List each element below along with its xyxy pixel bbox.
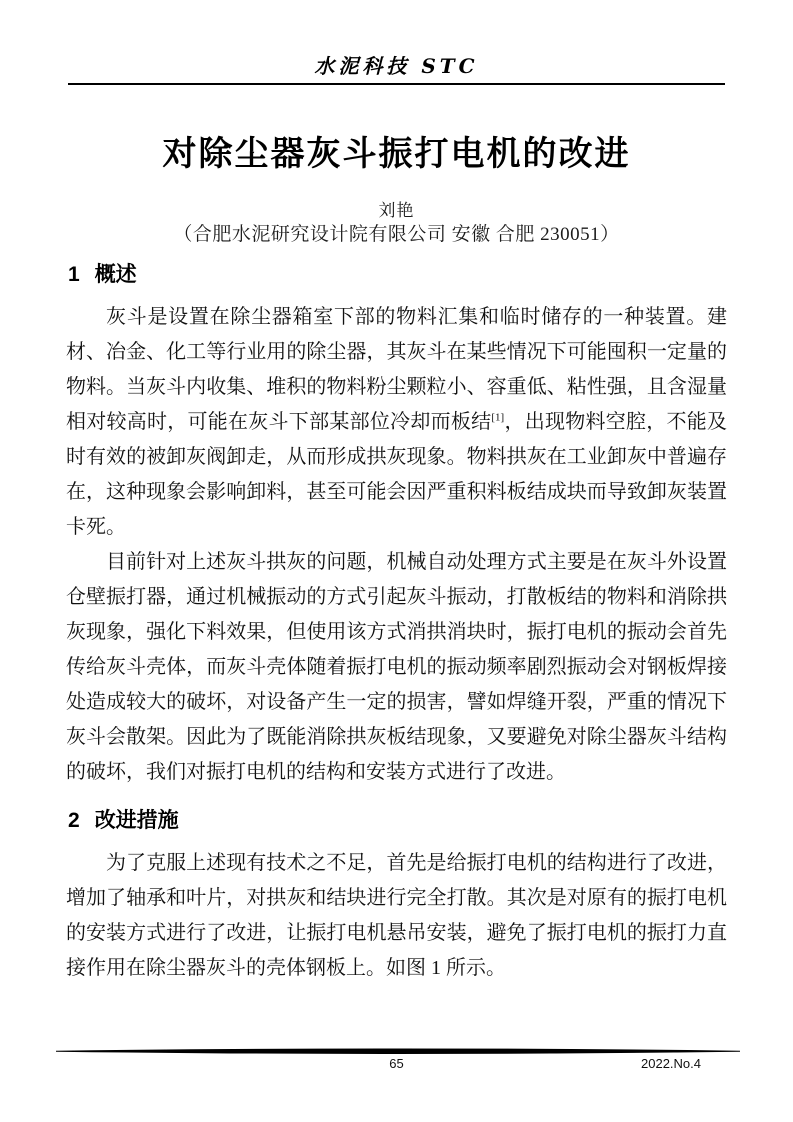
section-2-number: 2 — [68, 809, 80, 832]
citation-reference: [1] — [491, 411, 505, 424]
section-2-title: 改进措施 — [94, 809, 179, 832]
section-1-number: 1 — [68, 263, 80, 286]
issue-label: 2022.No.4 — [641, 1056, 701, 1071]
author-name: 刘艳 — [378, 201, 415, 220]
header-divider — [68, 83, 725, 85]
section-1-heading — [68, 260, 727, 289]
page-number: 65 — [389, 1056, 404, 1071]
paragraph-text: 灰斗是设置在除尘器箱室下部的物料汇集和临时储存的一种装置。建材、冶金、化工等行业用的除尘器，其灰斗在某些情况下可能囤积一定量的物料。当灰斗内收集、堆积的物料粉尘颗粒小、容重低、粘性强，且含湿量相对较高时，可能在灰斗下部某部位冷却而板结 — [66, 306, 727, 433]
paragraph — [66, 300, 727, 545]
footer-divider — [56, 1048, 740, 1056]
paragraph-text: ，出现物料空腔，不能及时有效的被卸灰阀卸走，从而形成拱灰现象。物料拱灰在工业卸灰中普遍存在，这种现象会影响卸料，甚至可能会因严重积料板结成块而导致卸灰装置卡死。 — [66, 411, 728, 538]
paragraph: 为了克服上述现有技术之不足，首先是给振打电机的结构进行了改进，增加了轴承和叶片，对拱灰和结块进行完全打散。其次是对原有的振打电机的安装方式进行了改进，让振打电机悬吊安装，避免了振打电机的振打力直接作用在除尘器灰斗的壳体钢板上。如图 1 所示。 — [66, 852, 727, 979]
article-title: 对除尘器灰斗振打电机的改进 — [162, 135, 631, 173]
section-1-title: 概述 — [94, 263, 137, 286]
article-body — [66, 260, 727, 986]
section-2-heading — [68, 806, 727, 835]
journal-header: 水泥科技 STC — [314, 54, 479, 78]
paragraph: 目前针对上述灰斗拱灰的问题，机械自动处理方式主要是在灰斗外设置仓壁振打器，通过机械振动的方式引起灰斗振动，打散板结的物料和消除拱灰现象，强化下料效果，但使用该方式消拱消块时，振打电机的振动会首先传给灰斗壳体，而灰斗壳体随着振打电机的振动频率剧烈振动会对钢板焊接处造成较大的破坏，对设备产生一定的损害，譬如焊缝开裂，严重的情况下灰斗会散架。因此为了既能消除拱灰板结现象，又要避免对除尘器灰斗结构的破坏，我们对振打电机的结构和安装方式进行了改进。 — [66, 551, 727, 783]
author-affiliation: （合肥水泥研究设计院有限公司 安徽 合肥 230051） — [173, 224, 620, 245]
